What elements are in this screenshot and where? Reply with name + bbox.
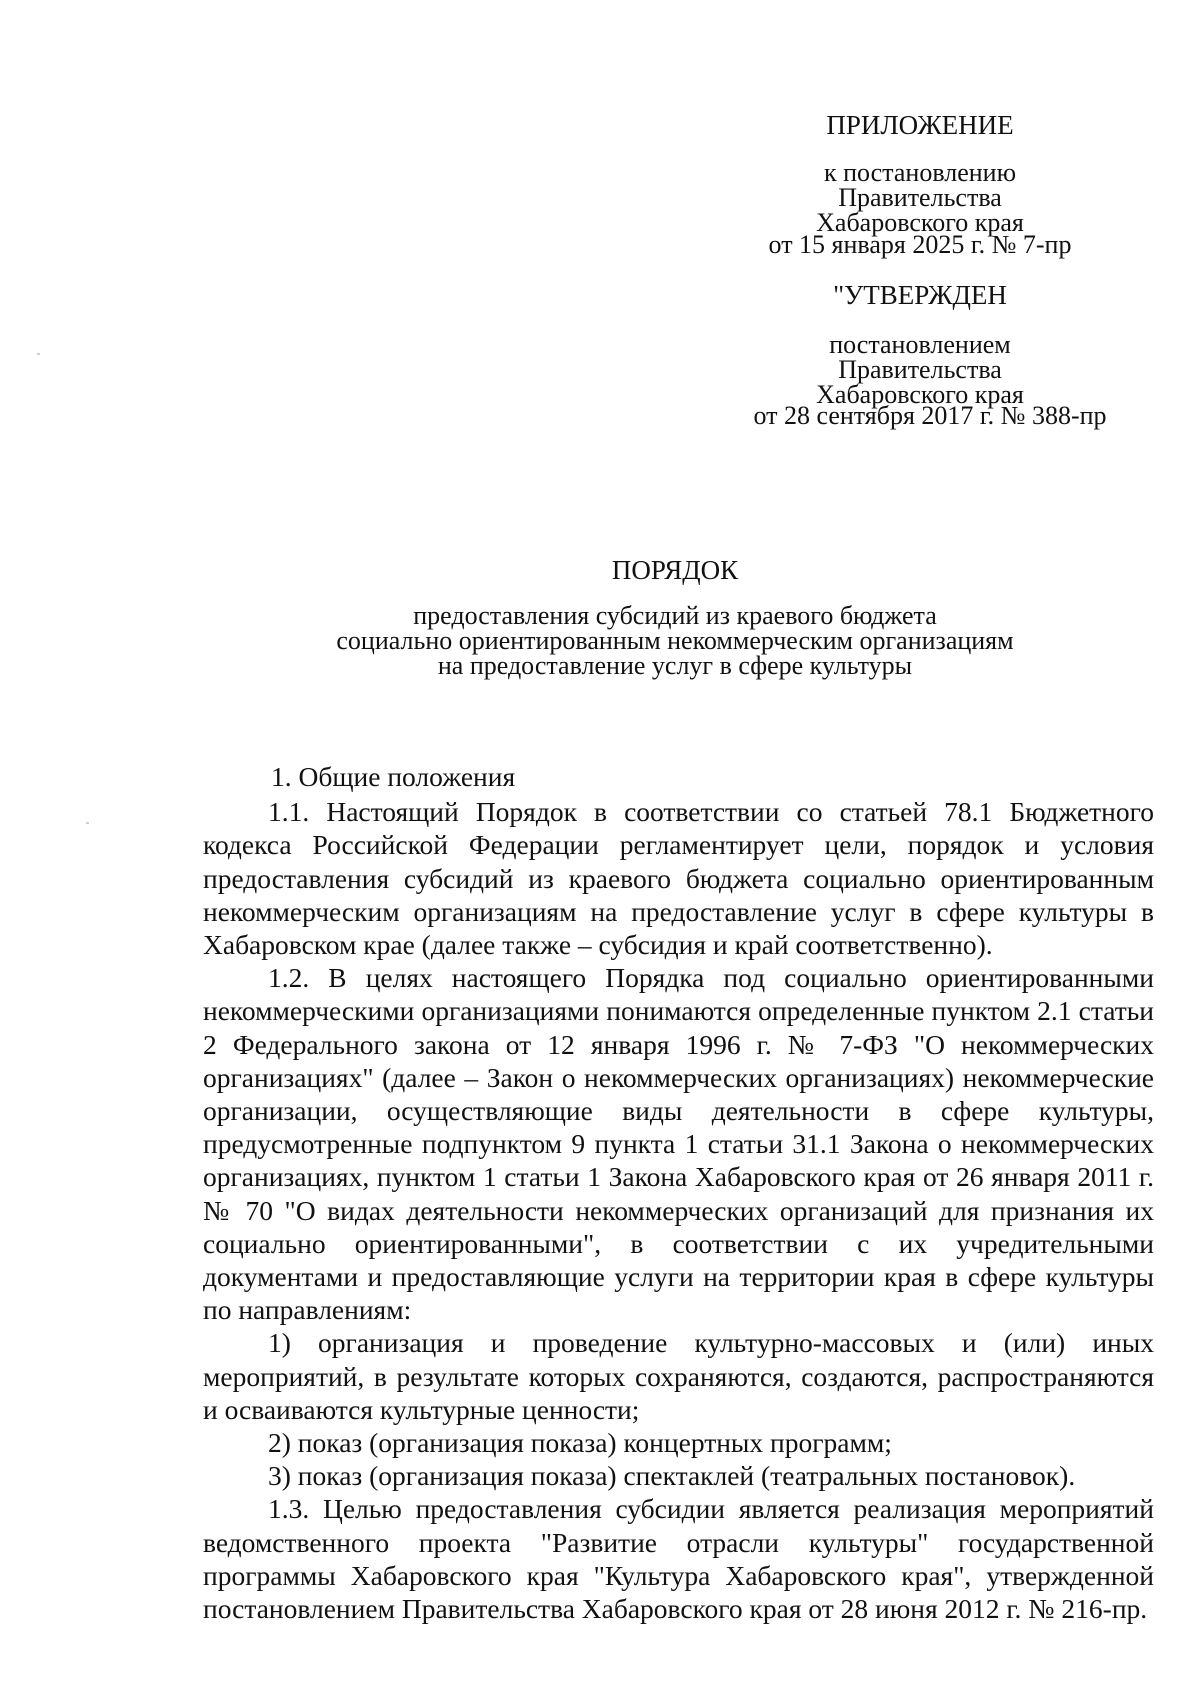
list-item-1: 1) организация и проведение культурно-массовых и (или) иных мероприятий, в результате которых сохраняются, создаются, распространяются и осваиваются культурные ценности; bbox=[203, 1327, 1154, 1425]
document-title-block bbox=[200, 555, 1150, 678]
approved-line-3: Хабаровского края bbox=[816, 380, 1024, 409]
approved-line-2: Правительства bbox=[838, 355, 1002, 384]
section-heading: 1. Общие положения bbox=[271, 761, 516, 792]
appendix-line-3: Хабаровского края bbox=[816, 208, 1024, 237]
appendix-block bbox=[720, 110, 1120, 235]
approved-title: "УТВЕРЖДЕН bbox=[833, 280, 1007, 310]
paragraph-1-1: 1.1. Настоящий Порядок в соответствии со статьей 78.1 Бюджетного кодекса Российской Федерации регламентирует цели, порядок и условия предоставления субсидий из краевого бюджета социально ориентированным некоммерческим организациям на предоставление услуг в сфере культуры в Хабаровском крае (далее также – субсидия и край соответственно). bbox=[203, 796, 1154, 961]
appendix-line-2: Правительства bbox=[838, 183, 1002, 212]
subtitle-line-3: на предоставление услуг в сфере культуры bbox=[437, 651, 913, 680]
scan-speck bbox=[37, 353, 40, 355]
appendix-date: от 15 января 2025 г. № 7-пр bbox=[768, 230, 1072, 259]
paragraph-1-3: 1.3. Целью предоставления субсидии является реализация мероприятий ведомственного проекта "Развитие отрасли культуры" государственной программы Хабаровского края "Культура Хабаровского края", утвержденной постановлением Правительства Хабаровского края от 28 июня 2012 г. № 216-пр. bbox=[203, 1493, 1154, 1625]
list-item-3: 3) показ (организация показа) спектаклей (театральных постановок). bbox=[268, 1460, 1076, 1492]
scan-speck bbox=[86, 822, 89, 824]
document-body bbox=[203, 760, 1154, 1625]
approved-block bbox=[720, 280, 1120, 407]
list-item-2: 2) показ (организация показа) концертных программ; bbox=[268, 1427, 892, 1459]
approved-date: от 28 сентября 2017 г. № 388-пр bbox=[753, 401, 1107, 430]
paragraph-1-2: 1.2. В целях настоящего Порядка под социально ориентированными некоммерческими организациями понимаются определенные пунктом 2.1 статьи 2 Федерального закона от 12 января 1996 г. № 7-ФЗ "О некоммерческих организациях" (далее – Закон о некоммерческих организациях) некоммерческие организации, осуществляющие виды деятельности в сфере культуры, предусмотренные подпунктом 9 пункта 1 статьи 31.1 Закона о некоммерческих организациях, пунктом 1 статьи 1 Закона Хабаровского края от 26 января 2011 г. № 70 "О видах деятельности некоммерческих организаций для признания их социально ориентированными", в соответствии с их учредительными документами и предоставляющие услуги на территории края в сфере культуры по направлениям: bbox=[203, 962, 1154, 1326]
approved-line-1: постановлением bbox=[829, 330, 1011, 359]
appendix-title: ПРИЛОЖЕНИЕ bbox=[826, 110, 1014, 140]
subtitle-line-2: социально ориентированным некоммерческим организациям bbox=[336, 626, 1014, 655]
appendix-line-1: к постановлению bbox=[823, 158, 1017, 187]
subtitle-line-1: предоставления субсидий из краевого бюджета bbox=[413, 601, 937, 630]
document-title: ПОРЯДОК bbox=[611, 555, 739, 585]
